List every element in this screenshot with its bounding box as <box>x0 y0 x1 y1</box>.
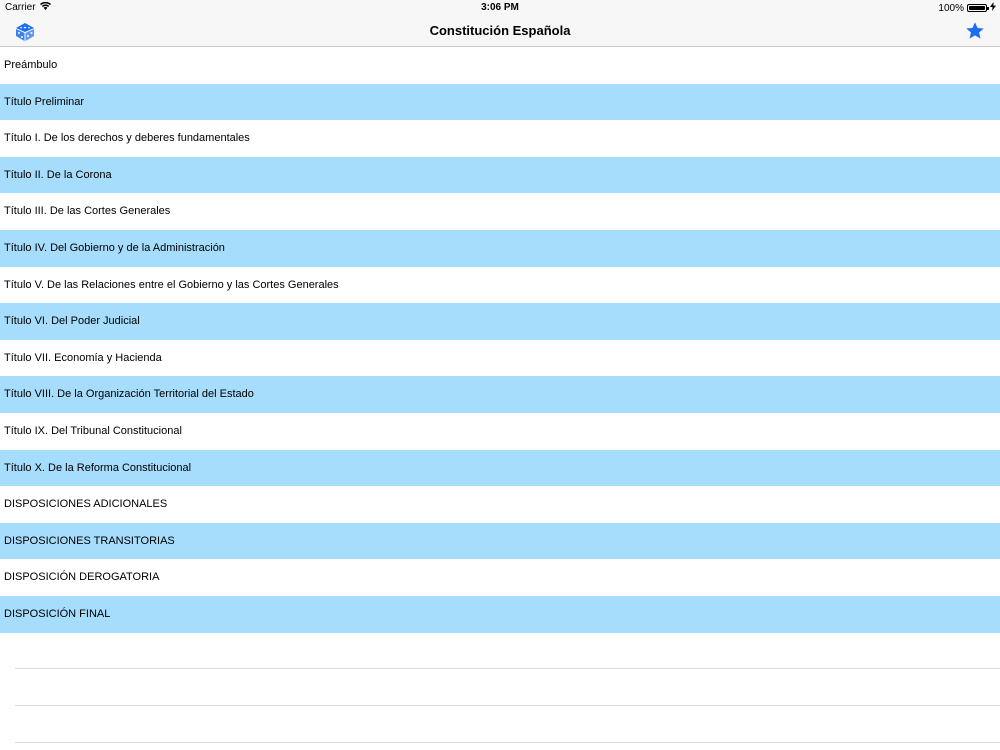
list-item[interactable]: Título Preliminar <box>0 84 1000 121</box>
list-item[interactable]: DISPOSICIÓN FINAL <box>0 596 1000 633</box>
list-item[interactable]: DISPOSICIÓN DEROGATORIA <box>4 571 160 584</box>
constitution-index-list <box>0 47 1000 633</box>
list-item[interactable]: Título VI. Del Poder Judicial <box>0 303 1000 340</box>
row-separator <box>15 705 1000 706</box>
list-item[interactable]: Título I. De los derechos y deberes fundamentales <box>4 132 250 145</box>
favorites-button[interactable] <box>964 20 986 42</box>
list-item[interactable]: Título V. De las Relaciones entre el Gobierno y las Cortes Generales <box>4 278 339 291</box>
page-title: Constitución Española <box>429 23 571 38</box>
carrier-label: Carrier <box>5 2 36 13</box>
battery-indicator <box>938 2 996 14</box>
status-bar <box>0 0 1000 16</box>
list-item[interactable]: Título II. De la Corona <box>0 157 1000 194</box>
list-item[interactable]: Preámbulo <box>4 59 58 71</box>
list-item[interactable]: Título X. De la Reforma Constitucional <box>0 450 1000 487</box>
list-item[interactable]: Título IX. Del Tribunal Constitucional <box>4 424 182 437</box>
empty-table-area <box>0 632 1000 750</box>
row-separator <box>15 668 1000 669</box>
list-item[interactable]: DISPOSICIONES ADICIONALES <box>4 498 168 511</box>
list-item[interactable]: Título IV. Del Gobierno y de la Administración <box>0 230 1000 267</box>
row-separator <box>15 742 1000 743</box>
list-item[interactable]: Título VIII. De la Organización Territorial del Estado <box>0 376 1000 413</box>
navigation-bar <box>0 16 1000 47</box>
battery-icon <box>967 4 987 12</box>
status-time: 3:06 PM <box>481 2 519 13</box>
list-item[interactable]: Título III. De las Cortes Generales <box>4 205 171 218</box>
list-item[interactable]: Título VII. Economía y Hacienda <box>4 351 162 364</box>
charging-bolt-icon <box>990 2 996 14</box>
list-item[interactable]: DISPOSICIONES TRANSITORIAS <box>0 523 1000 560</box>
battery-percent: 100% <box>938 2 964 14</box>
star-icon <box>964 20 986 42</box>
